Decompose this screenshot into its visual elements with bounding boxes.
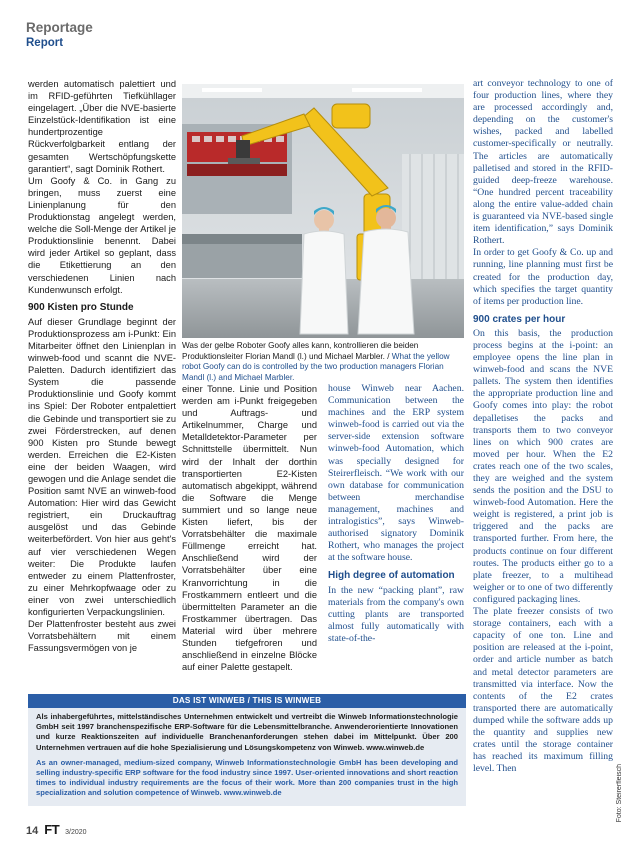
subheading-en: High degree of automation bbox=[328, 570, 455, 582]
info-box-text-de: Als inhabergeführtes, mittelständisches Unternehmen entwickelt und vertreibt die Winweb Informationstechnologie GmbH seit 1997 branchenspezifische ERP-Software für die Lebensmittelbranche. Anwenderorientierte Innovationen und kurze Reaktionszeiten auf individuelle Branchenanforderungen stehen dabei im Mittelpunkt. Über 200 Unternehmen vertrauen auf die hohe Spezialisierung und Lösungskompetenz von Winweb. www.winweb.de bbox=[36, 712, 458, 752]
caption-en: What the yellow robot Goofy can do is controlled by the two production managers Florian Mandl (l.) and Michael Marbler. bbox=[182, 351, 450, 382]
photo-credit: Foto: Steirerfleisch bbox=[616, 764, 623, 823]
paragraph: On this basis, the production process begins at the i-point: an employee opens the line plan in winweb-food and scans the NVE pallets. The system then identifies the appropriate production line and Goofy comes into play: the robot depalletises the packs and transports them to two conveyor lines on which 900 crates are moved per hour. When the E2 crates reach one of the two scales, they are weighed and the system sends the position and the DSU to winweb-food Automation. Here the weight is registered, a print job is triggered and the packs are transported further. From here, the products continue on four different routes. The products either go to a plate freezer, to a multihead weigher or to one of two differently configured packaging lines. bbox=[473, 327, 613, 605]
column-2-german bbox=[182, 383, 317, 688]
page-footer bbox=[26, 822, 87, 837]
paragraph: In the new “packing plant”, raw materials from the company's own cutting plants are transported almost fully automatically with state-of-the- bbox=[328, 584, 464, 644]
section-title-de: Reportage bbox=[26, 20, 93, 35]
subheading-en: 900 crates per hour bbox=[473, 313, 566, 325]
paragraph: Auf dieser Grundlage beginnt der Produktionsprozess am i-Punkt: Ein Mitarbeiter öffnet den Linienplan in winweb-food und scannt die NVE-Paletten. Dadurch identifiziert das System die passende Produktionslinie und Goofy kommt ins Spiel: Der Roboter entpalettiert die Gebinde und transportiert sie zu zwei Förderstrecken, auf denen 900 Kisten pro Stunde bewegt werden. Erreichen die E2-Kisten eine der beiden Waagen, wird gewogen und die Anlage sendet die Position samt NVE an winweb-food Automation: Hier wird das Gewicht registriert, ein Druckauftrag ausgelöst und das Gebinde weiterbefördert. Von hier aus geht's auf vier verschiedenen Wegen weiter: Die Produkte laufen entweder zu einem Plattenfroster, zu einer Mehrkopfwaage oder zu einer von zwei unterschiedlich konfigurierten Verpackungslinien. bbox=[28, 316, 176, 618]
page-number: 14 bbox=[26, 825, 39, 837]
paragraph: The plate freezer consists of two storage containers, each with a capacity of one ton. Line and position are released at the i-point, order and article number as batch and metal detector parameters are transmitted via interface. Now the contents of the E2 crates transported there are automatically dumped while the software adds up the quantity and supplies new crates until the storage container has reached its maximum filling level. Then bbox=[473, 606, 613, 775]
info-box-text-en: As an owner-managed, medium-sized company, Winweb Informationstechnologie GmbH has been developing and selling industry-specific ERP software for the food industry since 1997. User-oriented innovations and short reaction times to individual industry requirements are the focus of their work. More than 200 companies trust in the high specialization and solution competence of Winweb. www.winweb.de bbox=[36, 757, 458, 798]
paragraph: house Winweb near Aachen. Communication between the machines and the ERP system winweb-food is carried out via the server-side extension software winweb-food Automation, which was specially designed for Steirerfleisch. “We work with our own database for communication between merchandise management, machines and intralogistics”, says Winweb-authorised signatory Dominik Rothert, who manages the project at the software house. bbox=[328, 383, 464, 564]
column-1-german bbox=[28, 78, 176, 688]
section-header bbox=[26, 20, 93, 50]
column-4-english bbox=[473, 78, 613, 810]
paragraph: In order to get Goofy & Co. up and running, line planning must first be created for the production day, which specifies the target quantity of items per production line. bbox=[473, 247, 613, 307]
column-3-english bbox=[328, 383, 464, 688]
photo-caption: Was der gelbe Roboter Goofy alles kann, kontrollieren die beiden Produktionsleiter Florian Mandl (l.) und Michael Marbler. / What the yellow robot Goofy can do is controlled by the two production managers Florian Mandl (l.) and Michael Marbler. bbox=[182, 341, 450, 382]
company-info-box bbox=[28, 694, 466, 806]
paragraph: Der Plattenfroster besteht aus zwei Vorratsbehältern mit einem Fassungsvermögen von je bbox=[28, 619, 176, 654]
robot-photo-illustration bbox=[182, 84, 464, 338]
caption-de: Was der gelbe Roboter Goofy alles kann, kontrollieren die beiden Produktionsleiter Florian Mandl (l.) und Michael Marbler. bbox=[182, 341, 419, 361]
paragraph: Um Goofy & Co. in Gang zu bringen, muss zuerst eine Linienplanung für den Produktionstag angelegt werden, welche die Soll-Menge der Artikel je Produktionslinie benennt. Dabei wird jeder Artikel so geplant, dass die Etikettierung an den verschiedenen Linien nach Kundenwunsch erfolgt. bbox=[28, 175, 176, 295]
article-photo bbox=[182, 84, 464, 338]
subheading-de: 900 Kisten pro Stunde bbox=[28, 301, 134, 313]
paragraph: art conveyor technology to one of four production lines, where they are processed accordingly and, depending on the customer's wishes, packed and labelled customer-specifically or neutrally. The articles are automatically palletised and stored in the RFID-guided deep-freeze warehouse. “One hundred percent traceability along the entire value-added chain is guaranteed via NVE-based single item identification,” says Dominik Rothert. bbox=[473, 78, 613, 247]
magazine-logo: FT bbox=[44, 822, 60, 837]
info-box-title: DAS IST WINWEB / THIS IS WINWEB bbox=[28, 694, 466, 708]
paragraph: einer Tonne. Linie und Position werden am i-Punkt freigegeben und Auftrags- und Artikelnummer, Charge und Metalldetektor-Parameter per Schnittstelle übermittelt. Nun wird der Inhalt der dorthin transportierten E2-Kisten automatisch abgekippt, während die Software die Menge summiert und so lange neue Kisten liefert, bis der Vorratsbehälter die maximale Füllmenge erreicht hat. Anschließend wird der Vorratsbehälter über eine Kranvorrichtung in die Frostkammern entleert und die übermittelten Parameter an die Frostkammer übertragen. Das Material wird über mehrere Stunden tiefgefroren und anschließend in einzelne Blöcke auf einer Palette gestapelt. bbox=[182, 384, 317, 673]
paragraph: werden automatisch palettiert und im RFID-geführten Tiefkühllager eingelagert. „Über die NVE-basierte Einzelstück-Identifikation ist eine hundertprozentige Rückverfolgbarkeit entlang der gesamten Wertschöpfungskette garantiert“, sagt Dominik Rothert. bbox=[28, 79, 176, 174]
section-title-en: Report bbox=[26, 37, 64, 49]
issue-number: 3/2020 bbox=[65, 829, 87, 836]
